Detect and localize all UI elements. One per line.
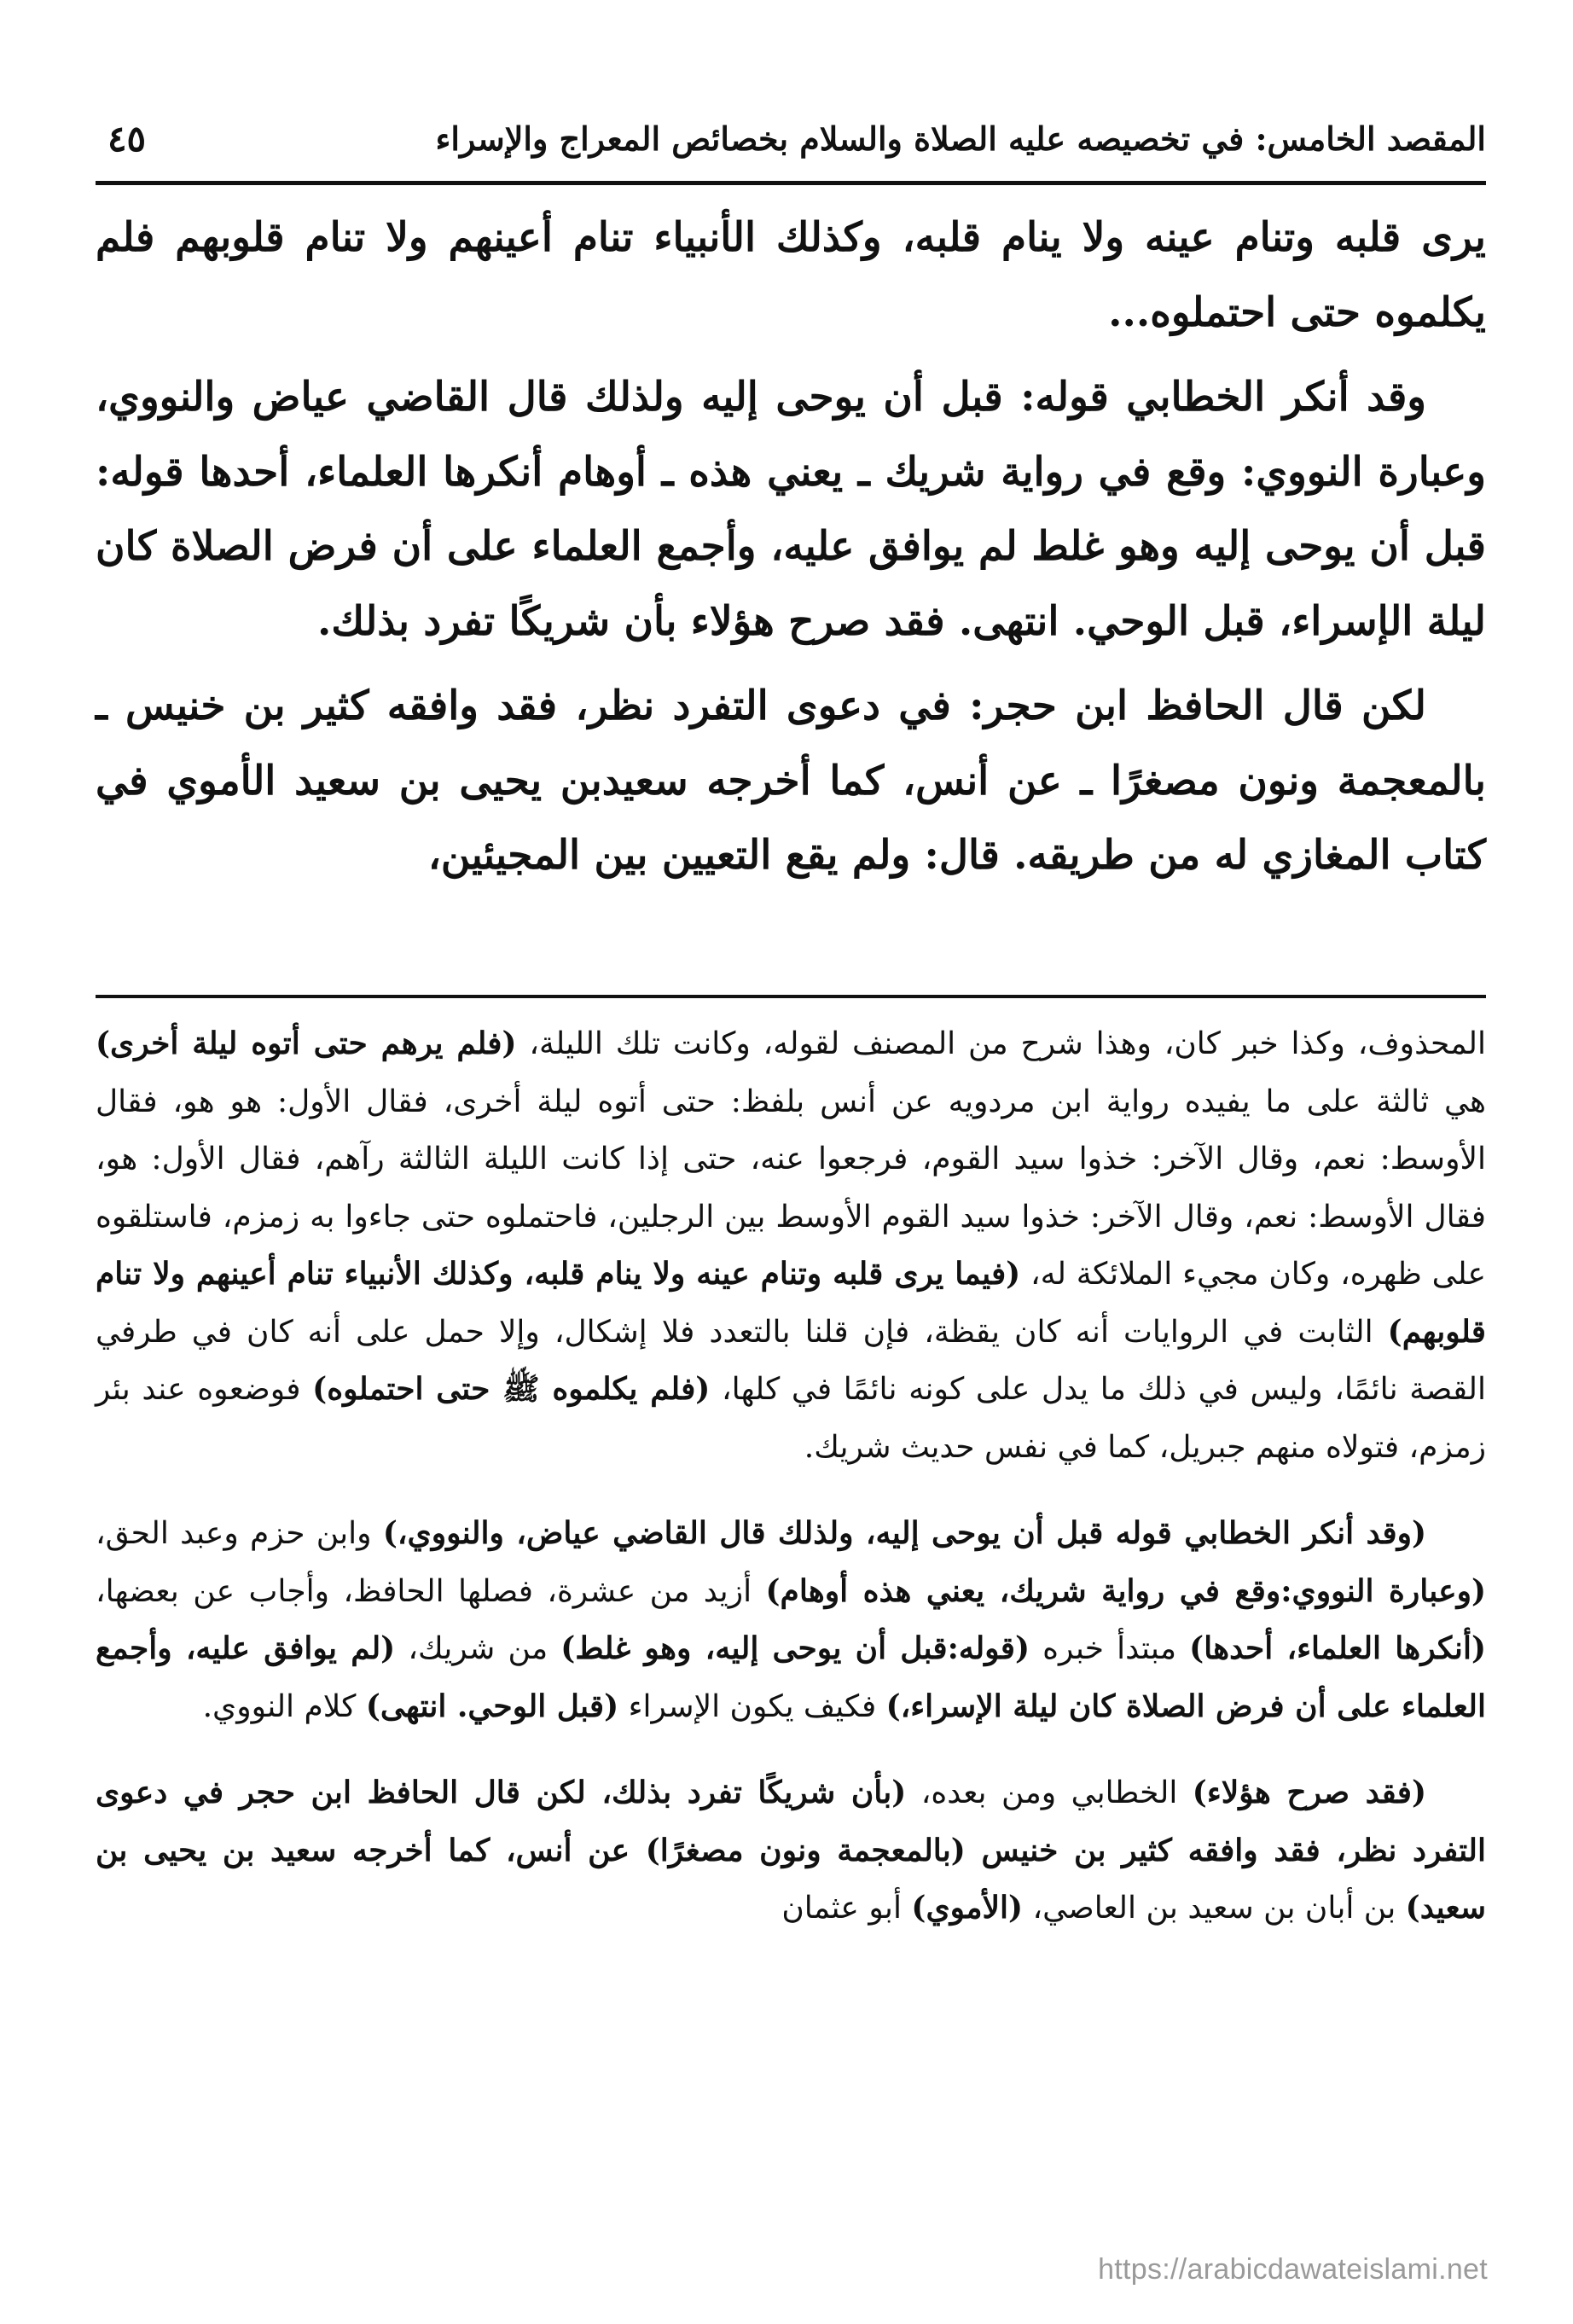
quoted-matn-segment: (فقد صرح هؤلاء) — [1192, 1775, 1427, 1810]
commentary-segment: فكيف يكون الإسراء — [618, 1688, 886, 1724]
site-watermark: https://arabicdawateislami.net — [1098, 2253, 1488, 2286]
quoted-matn-segment: (بأن شريكًا تفرد بذلك، لكن قال الحافظ ابن حجر في دعوى التفرد نظر، فقد وافقه كثير بن خنيس (بالمعجمة ونون مصغرًا) عن أنس، كما أخرجه سعيد بن يحيى بن سعيد) — [96, 1775, 1487, 1926]
main-text-block — [96, 200, 1486, 893]
commentary-segment: أبو عثمان — [781, 1891, 912, 1926]
commentary-segment: فوضعوه عند بئر زمزم، فتولاه منهم جبريل، كما في نفس حديث شريك. — [96, 1372, 1486, 1465]
running-header — [96, 104, 1486, 172]
quoted-matn-segment: (وقد أنكر الخطابي قوله قبل أن يوحى إليه، ولذلك قال القاضي عياض، والنووي،) — [382, 1515, 1427, 1551]
commentary-block — [96, 1015, 1486, 1938]
quoted-matn-segment: (أنكرها العلماء، أحدها) — [1189, 1630, 1486, 1666]
commentary-paragraph-3 — [96, 1764, 1486, 1938]
main-paragraph-2: وقد أنكر الخطابي قوله: قبل أن يوحى إليه ولذلك قال القاضي عياض والنووي، وعبارة النووي: وقع في رواية شريك ـ يعني هذه ـ أوهام أنكرها العلماء، أحدها قوله: قبل أن يوحى إليه وهو غلط لم يوافق عليه، وأجمع العلماء على أن فرض الصلاة كان ليلة الإسراء، قبل الوحي. انتهى. فقد صرح هؤلاء بأن شريكًا تفرد بذلك. — [96, 374, 1486, 645]
commentary-segment: الثابت في الروايات أنه كان يقظة، فإن قلنا بالتعدد فلا إشكال، وإلا حمل على أنه كان في طرفي القصة نائمًا، وليس في ذلك ما يدل على كونه نائمًا في كلها، — [96, 1314, 1487, 1407]
quoted-matn-segment: (لم يوافق عليه، وأجمع العلماء على أن فرض الصلاة كان ليلة الإسراء،) — [96, 1630, 1486, 1724]
running-header-title: المقصد الخامس: في تخصيصه عليه الصلاة والسلام بخصائص المعراج والإسراء — [435, 119, 1486, 158]
commentary-segment: هي ثالثة على ما يفيده رواية ابن مردويه عن أنس بلفظ: حتى أتوه ليلة أخرى، فقال الأول: هو هو، فقال الأوسط: نعم، وقال الآخر: خذوا سيد القوم، فرجعوا عنه، حتى إذا كانت الليلة الثالثة رآهم، فقال الأول: هو، فقال الأوسط: نعم، وقال الآخر: خذوا سيد القوم الأوسط بين الرجلين، فاحتملوه حتى جاءوا به زمزم، فاستلقوه على ظهره، وكان مجيء الملائكة له، — [96, 1084, 1486, 1292]
quoted-matn-segment: (قوله:قبل أن يوحى إليه، وهو غلط) — [560, 1630, 1030, 1666]
commentary-segment: وابن حزم وعبد الحق، — [96, 1516, 383, 1551]
commentary-paragraph-2 — [96, 1505, 1486, 1735]
commentary-segment: كلام النووي. — [202, 1688, 366, 1724]
commentary-segment: الخطابي ومن بعده، — [906, 1775, 1193, 1810]
quoted-matn-segment: (وعبارة النووي:وقع في رواية شريك، يعني هذه أوهام) — [765, 1572, 1487, 1609]
quoted-matn-segment: (فلم يكلموه ﷺ حتى احتملوه) — [312, 1371, 711, 1407]
main-paragraph-3: لكن قال الحافظ ابن حجر: في دعوى التفرد نظر، فقد وافقه كثير بن خنيس ـ بالمعجمة ونون مصغرًا ـ عن أنس، كما أخرجه سعيدبن يحيى بن سعيد الأموي في كتاب المغازي له من طريقه. قال: ولم يقع التعيين بين المجيئين، — [96, 683, 1486, 879]
page-number: ٤٥ — [107, 117, 147, 160]
commentary-segment: من شريك، — [395, 1631, 561, 1666]
commentary-segment: أزيد من عشرة، فصلها الحافظ، وأجاب عن بعضها، — [96, 1573, 766, 1609]
quoted-matn-segment: (فلم يرهم حتى أتوه ليلة أخرى) — [96, 1025, 517, 1061]
commentary-segment: المحذوف، وكذا خبر كان، وهذا شرح من المصنف لقوله، وكانت تلك الليلة، — [516, 1026, 1486, 1061]
quoted-matn-segment: (الأموي) — [911, 1890, 1024, 1926]
quoted-matn-segment: (قبل الوحي. انتهى) — [365, 1688, 619, 1724]
commentary-segment: مبتدأ خبره — [1030, 1631, 1190, 1666]
header-divider — [96, 181, 1486, 185]
main-paragraph-1: يرى قلبه وتنام عينه ولا ينام قلبه، وكذلك الأنبياء تنام أعينهم ولا تنام قلوبهم فلم يكلموه حتى احتملوه... — [96, 214, 1486, 336]
commentary-paragraph-1 — [96, 1015, 1486, 1476]
quoted-matn-segment: (فيما يرى قلبه وتنام عينه ولا ينام قلبه، وكذلك الأنبياء تنام أعينهم ولا تنام قلوبهم) — [96, 1256, 1486, 1350]
book-page — [96, 0, 1486, 2324]
commentary-segment: بن أبان بن سعيد بن العاصي، — [1023, 1891, 1406, 1926]
commentary-divider — [96, 995, 1486, 998]
